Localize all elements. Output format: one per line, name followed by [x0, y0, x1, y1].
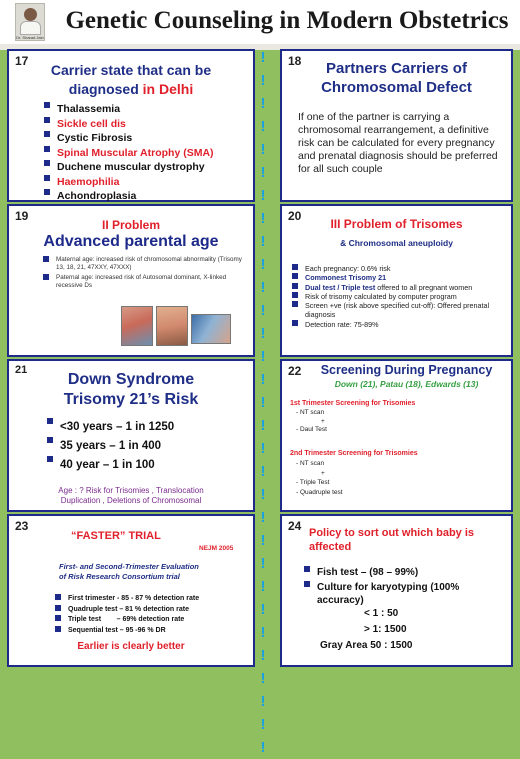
slide-title: & Chromosomal aneuploidy: [340, 238, 453, 248]
first-trimester-list: [296, 409, 327, 435]
list-item-text: offered to all pregnant women: [375, 282, 473, 292]
slide-19: [7, 204, 255, 357]
list-item: - NT scan: [296, 409, 325, 416]
slide-22: [280, 359, 513, 512]
list-item: Maternal age: increased risk of chromosomal abnormality (Trisomy 13, 18, 21, 47XXY, 47XXX): [43, 256, 243, 272]
detection-list: [55, 594, 199, 636]
list-item-emphasis: Dual test / Triple test: [305, 282, 376, 292]
slide-subtitle: [59, 562, 239, 582]
slide-number: 20: [288, 209, 302, 223]
risk-list: [47, 418, 174, 475]
source-badge: NEJM 2005: [199, 545, 234, 552]
slide-number: 17: [15, 54, 29, 68]
first-trimester-heading: 1st Trimester Screening for Trisomies: [290, 400, 416, 407]
slide-number: 19: [15, 209, 29, 223]
list-item: Screen +ve (risk above specified cut-off): Offered prenatal diagnosis: [292, 301, 507, 320]
list-item: Detection rate: 75-89%: [292, 320, 507, 329]
slide-18: [280, 49, 513, 202]
title-line: Policy to sort out which baby is: [309, 527, 475, 539]
slide-number: 21: [15, 364, 28, 376]
trisomy-list: [292, 264, 507, 329]
slide-title: [9, 61, 253, 99]
list-item: Risk of trisomy calculated by computer program: [292, 292, 507, 301]
slide-17: [7, 49, 255, 202]
slide-number: 18: [288, 54, 302, 68]
list-item: Spinal Muscular Atrophy (SMA): [44, 146, 214, 161]
title-line: [9, 80, 253, 99]
slide-number: 22: [288, 364, 302, 378]
ratio-high: > 1: 1500: [364, 624, 407, 635]
second-trimester-list: [296, 459, 343, 497]
subtitle-line: of Risk Research Consortium trial: [59, 572, 180, 581]
list-item: Commonest Trisomy 21: [292, 273, 507, 282]
list-item: [292, 283, 507, 292]
title-line: Trisomy 21’s Risk: [63, 391, 199, 408]
age-note: [9, 486, 253, 506]
title-text: diagnosed: [68, 81, 139, 97]
list-item: +: [321, 469, 325, 477]
list-item: Triple test – 69% detection rate: [55, 615, 199, 626]
list-item: Duchene muscular dystrophy: [44, 160, 214, 175]
carrier-list: [44, 102, 214, 204]
slide-title: Screening During Pregnancy: [320, 363, 493, 377]
slide-20: [280, 204, 513, 357]
list-item: Each pregnancy: 0.6% risk: [292, 264, 507, 273]
list-item: Achondroplasia: [44, 189, 214, 204]
column-separator: ! ! ! ! ! ! ! ! ! ! ! ! ! ! ! ! ! ! ! ! ! ! ! ! ! ! ! ! ! ! !: [260, 49, 266, 756]
slide-23: [7, 514, 255, 667]
slide-21: [7, 359, 255, 512]
list-item: <30 years – 1 in 1250: [47, 418, 174, 437]
author-photo: [15, 3, 45, 41]
note-line: Duplication , Deletions of Chromosomal: [60, 496, 202, 505]
slide-title: [282, 59, 511, 97]
baby-photo-3: [191, 314, 231, 344]
list-item: - NT scan: [296, 460, 325, 467]
slide-subtitle: III Problem of Trisomes: [330, 217, 463, 231]
list-item: First trimester - 85 - 87 % detection rate: [55, 594, 199, 605]
list-item: - Quadruple test: [296, 488, 343, 496]
slide-title: “FASTER” TRIAL: [71, 530, 161, 542]
list-item: Culture for karyotyping (100% accuracy): [304, 581, 494, 607]
baby-photo-2: [156, 306, 188, 346]
list-item: 40 year – 1 in 100: [47, 456, 174, 475]
slide-body: If one of the partner is carrying a chromosomal rearrangement, a definitive risk can be calculated for every pregnancy and prenatal diagnosis should be preferred for all such couple: [298, 111, 498, 175]
list-item: Cystic Fibrosis: [44, 131, 214, 146]
subtitle-line: First- and Second-Trimester Evaluation: [59, 562, 199, 571]
second-trimester-heading: 2nd Trimester Screening for Trisomies: [290, 450, 418, 457]
list-item: Haemophilia: [44, 175, 214, 190]
list-item: - Triple Test: [296, 479, 330, 486]
list-item: +: [321, 417, 325, 425]
title-line: Carrier state that can be: [50, 62, 212, 78]
title-line: affected: [309, 541, 352, 553]
list-item: - Daul Test: [296, 426, 327, 434]
slide-24: [280, 514, 513, 667]
avatar-coat: [20, 21, 41, 35]
list-item: Thalassemia: [44, 102, 214, 117]
slide-title: Advanced parental age: [43, 233, 219, 250]
policy-list: [304, 566, 494, 607]
list-item: Fish test – (98 – 99%): [304, 566, 494, 579]
avatar: [24, 8, 37, 21]
list-item: Paternal age: increased risk of Autosomal dominant, X-linked recessive Ds: [43, 274, 243, 290]
list-item: Sickle cell dis: [44, 117, 214, 132]
slide-subtitle: II Problem: [101, 218, 160, 232]
baby-photo-1: [121, 306, 153, 346]
title-line: Chromosomal Defect: [321, 79, 472, 96]
title-line: Down Syndrome: [67, 371, 195, 388]
age-list: [43, 256, 243, 290]
slide-title: [309, 526, 509, 554]
title-line: Partners Carriers of: [326, 60, 467, 77]
slide-number: 24: [288, 519, 302, 533]
note-line: Age : ? Risk for Trisomies , Translocation: [58, 486, 204, 495]
list-item: Quadruple test – 81 % detection rate: [55, 605, 199, 616]
list-item: Sequential test – 95 -96 % DR: [55, 626, 199, 637]
slide-subtitle: Down (21), Patau (18), Edwards (13): [334, 379, 479, 389]
conclusion: Earlier is clearly better: [77, 641, 185, 652]
gray-area: Gray Area 50 : 1500: [320, 640, 413, 651]
header: [0, 0, 520, 44]
slide-title: [9, 370, 253, 410]
title-highlight: in Delhi: [142, 81, 194, 97]
slide-number: 23: [15, 519, 29, 533]
logo-caption: Dr. Sharad Jain: [16, 35, 44, 40]
list-item: 35 years – 1 in 400: [47, 437, 174, 456]
page-title: Genetic Counseling in Modern Obstetrics: [65, 7, 509, 34]
ratio-low: < 1 : 50: [364, 608, 399, 619]
